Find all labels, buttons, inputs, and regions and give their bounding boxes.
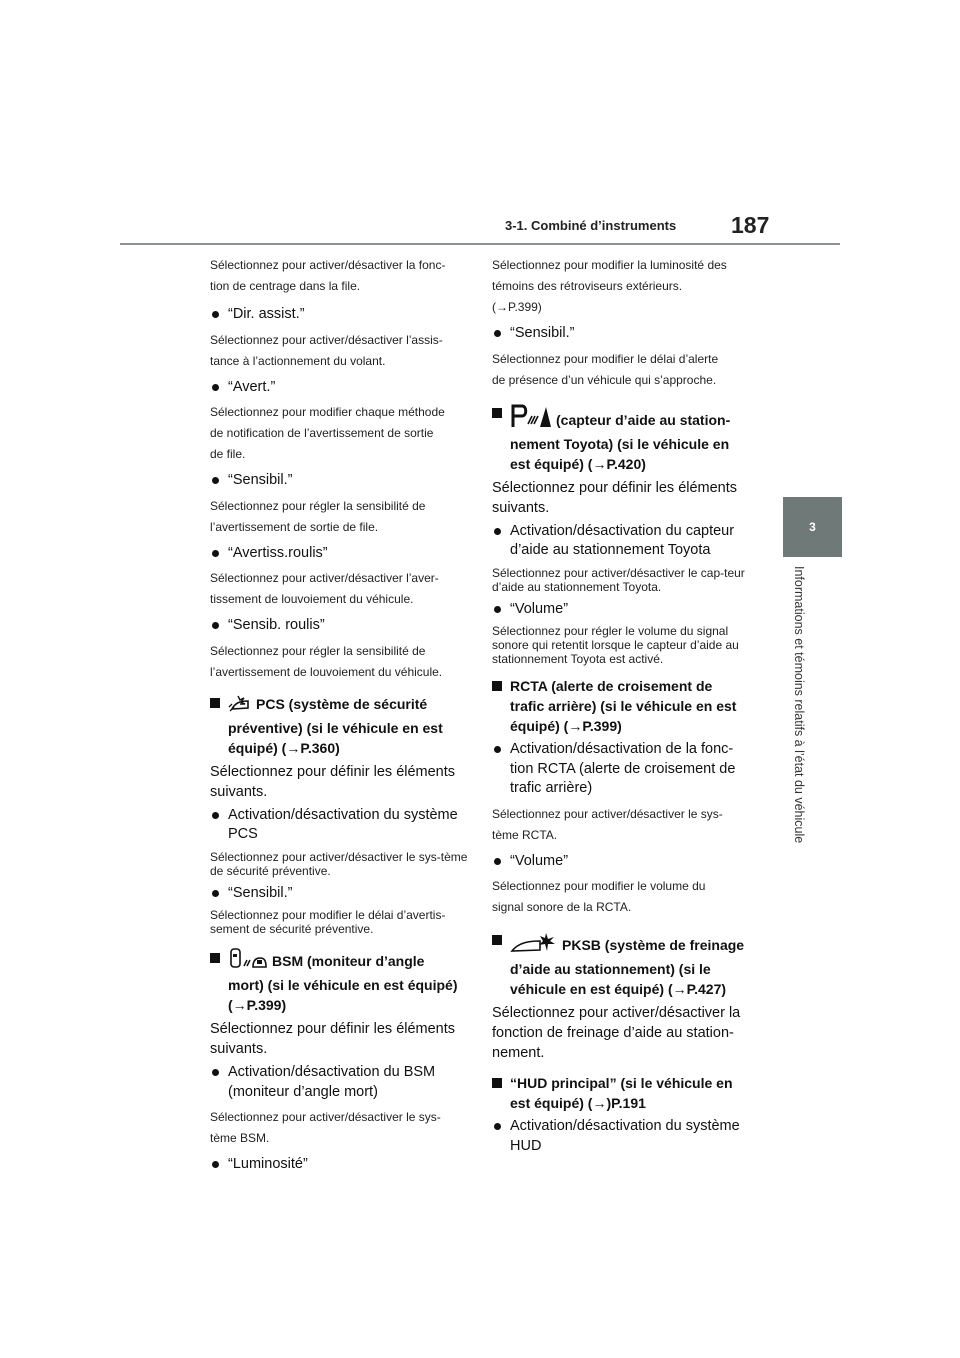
- pcs-activation-desc: Sélectionnez pour activer/désactiver le sys-tème de sécurité préventive.: [210, 849, 468, 878]
- rcta-heading: RCTA (alerte de croisement de trafic arrière) (si le véhicule en est équipé) (→P.399): [492, 676, 754, 736]
- left-column: [210, 255, 472, 1180]
- rcta-volume-desc: Sélectionnez pour modifier le volume du signal sonore de la RCTA.: [492, 879, 706, 914]
- intro-text: Sélectionnez pour activer/désactiver la fonc- tion de centrage dans la file.: [210, 258, 446, 293]
- bullet-bsm-activation: Activation/désactivation du BSM (moniteur d’angle mort): [210, 1063, 472, 1102]
- pksb-brake-icon: [510, 930, 558, 959]
- section-square-icon: [492, 408, 502, 418]
- bullet-dir-assist: “Dir. assist.”: [210, 305, 472, 325]
- pcs-body: Sélectionnez pour définir les éléments suivants.: [210, 763, 456, 800]
- bullet-luminosite: “Luminosité”: [210, 1155, 472, 1175]
- section-square-icon: [210, 953, 220, 963]
- bullet-rcta-activation: Activation/désactivation de la fonc- tion RCTA (alerte de croisement de trafic arrière): [492, 740, 754, 799]
- bullet-avert: “Avert.”: [210, 378, 472, 398]
- page-number: 187: [731, 212, 770, 238]
- bsm-activation-desc: Sélectionnez pour activer/désactiver le sys- tème BSM.: [210, 1110, 441, 1145]
- hud-heading: “HUD principal” (si le véhicule en est équipé) (→)P.191: [492, 1073, 754, 1113]
- rcta-activation-desc: Sélectionnez pour activer/désactiver le sys- tème RCTA.: [492, 806, 723, 842]
- section-square-icon: [492, 681, 502, 691]
- bullet-pcs-activation: Activation/désactivation du système PCS: [210, 806, 472, 845]
- parking-sensor-icon: [510, 403, 552, 434]
- avert-desc: Sélectionnez pour modifier chaque méthode de notification de l’avertissement de sortie de file.: [210, 405, 445, 461]
- section-square-icon: [492, 1078, 502, 1088]
- bsm-heading: BSM (moniteur d’angle mort) (si le véhicule en est équipé) (→P.399): [210, 948, 472, 1015]
- pcs-sensibil-desc: Sélectionnez pour modifier le délai d’avertis-sement de sécurité préventive.: [210, 908, 446, 936]
- bullet-sensibil: “Sensibil.”: [210, 471, 472, 491]
- parking-body: Sélectionnez pour définir les éléments suivants.: [492, 479, 738, 516]
- pksb-heading: PKSB (système de freinage d’aide au stationnement) (si le véhicule en est équipé) (→P.427): [492, 930, 754, 999]
- bullet-rcta-volume: “Volume”: [492, 852, 754, 872]
- bullet-sensibil-bsm: “Sensibil.”: [492, 324, 754, 344]
- parking-sensor-heading: (capteur d’aide au station- nement Toyota) (si le véhicule en est équipé) (→P.420): [492, 403, 754, 474]
- sensibil-bsm-desc: Sélectionnez pour modifier le délai d’alerte de présence d’un véhicule qui s’approche.: [492, 351, 719, 387]
- parking-activation-desc: Sélectionnez pour activer/désactiver le cap-teur d’aide au stationnement Toyota.: [492, 565, 745, 594]
- bsm-body: Sélectionnez pour définir les éléments suivants.: [210, 1021, 456, 1057]
- bullet-sensib-roulis: “Sensib. roulis”: [210, 616, 472, 636]
- pcs-heading: PCS (système de sécurité préventive) (si le véhicule en est équipé) (→P.360): [210, 693, 472, 758]
- section-square-icon: [210, 698, 220, 708]
- pksb-body: Sélectionnez pour activer/désactiver la fonction de freinage d’aide au station- nement.: [492, 1005, 741, 1061]
- dir-assist-desc: Sélectionnez pour activer/désactiver l’assis- tance à l’actionnement du volant.: [210, 332, 443, 368]
- header-rule: [120, 243, 840, 245]
- bullet-avertiss-roulis: “Avertiss.roulis”: [210, 544, 472, 564]
- bullet-parking-activation: Activation/désactivation du capteur d’aide au stationnement Toyota: [492, 522, 754, 561]
- bullet-pcs-sensibil: “Sensibil.”: [210, 884, 472, 904]
- parking-volume-desc: Sélectionnez pour régler le volume du signal sonore qui retentit lorsque le capteur d’aide au stationnement Toyota est activé.: [492, 624, 739, 666]
- right-column: [492, 255, 754, 1161]
- luminosite-desc: Sélectionnez pour modifier la luminosité des témoins des rétroviseurs extérieurs. (→P.399): [492, 258, 727, 314]
- bullet-parking-volume: “Volume”: [492, 600, 754, 620]
- pcs-collision-icon: [228, 693, 252, 718]
- chapter-title: Informations et témoins relatifs à l’état du véhicule: [792, 566, 806, 844]
- bsm-mirror-icon: [228, 948, 268, 975]
- section-square-icon: [492, 935, 502, 945]
- section-title: 3-1. Combiné d’instruments: [505, 218, 677, 233]
- chapter-tab: 3: [783, 497, 842, 557]
- sensibil-desc: Sélectionnez pour régler la sensibilité de l’avertissement de sortie de file.: [210, 498, 426, 534]
- bullet-hud-activation: Activation/désactivation du système HUD: [492, 1117, 754, 1156]
- avertiss-roulis-desc: Sélectionnez pour activer/désactiver l’aver- tissement de louvoiement du véhicule.: [210, 571, 439, 606]
- sensib-roulis-desc: Sélectionnez pour régler la sensibilité de l’avertissement de louvoiement du véhicule.: [210, 643, 443, 679]
